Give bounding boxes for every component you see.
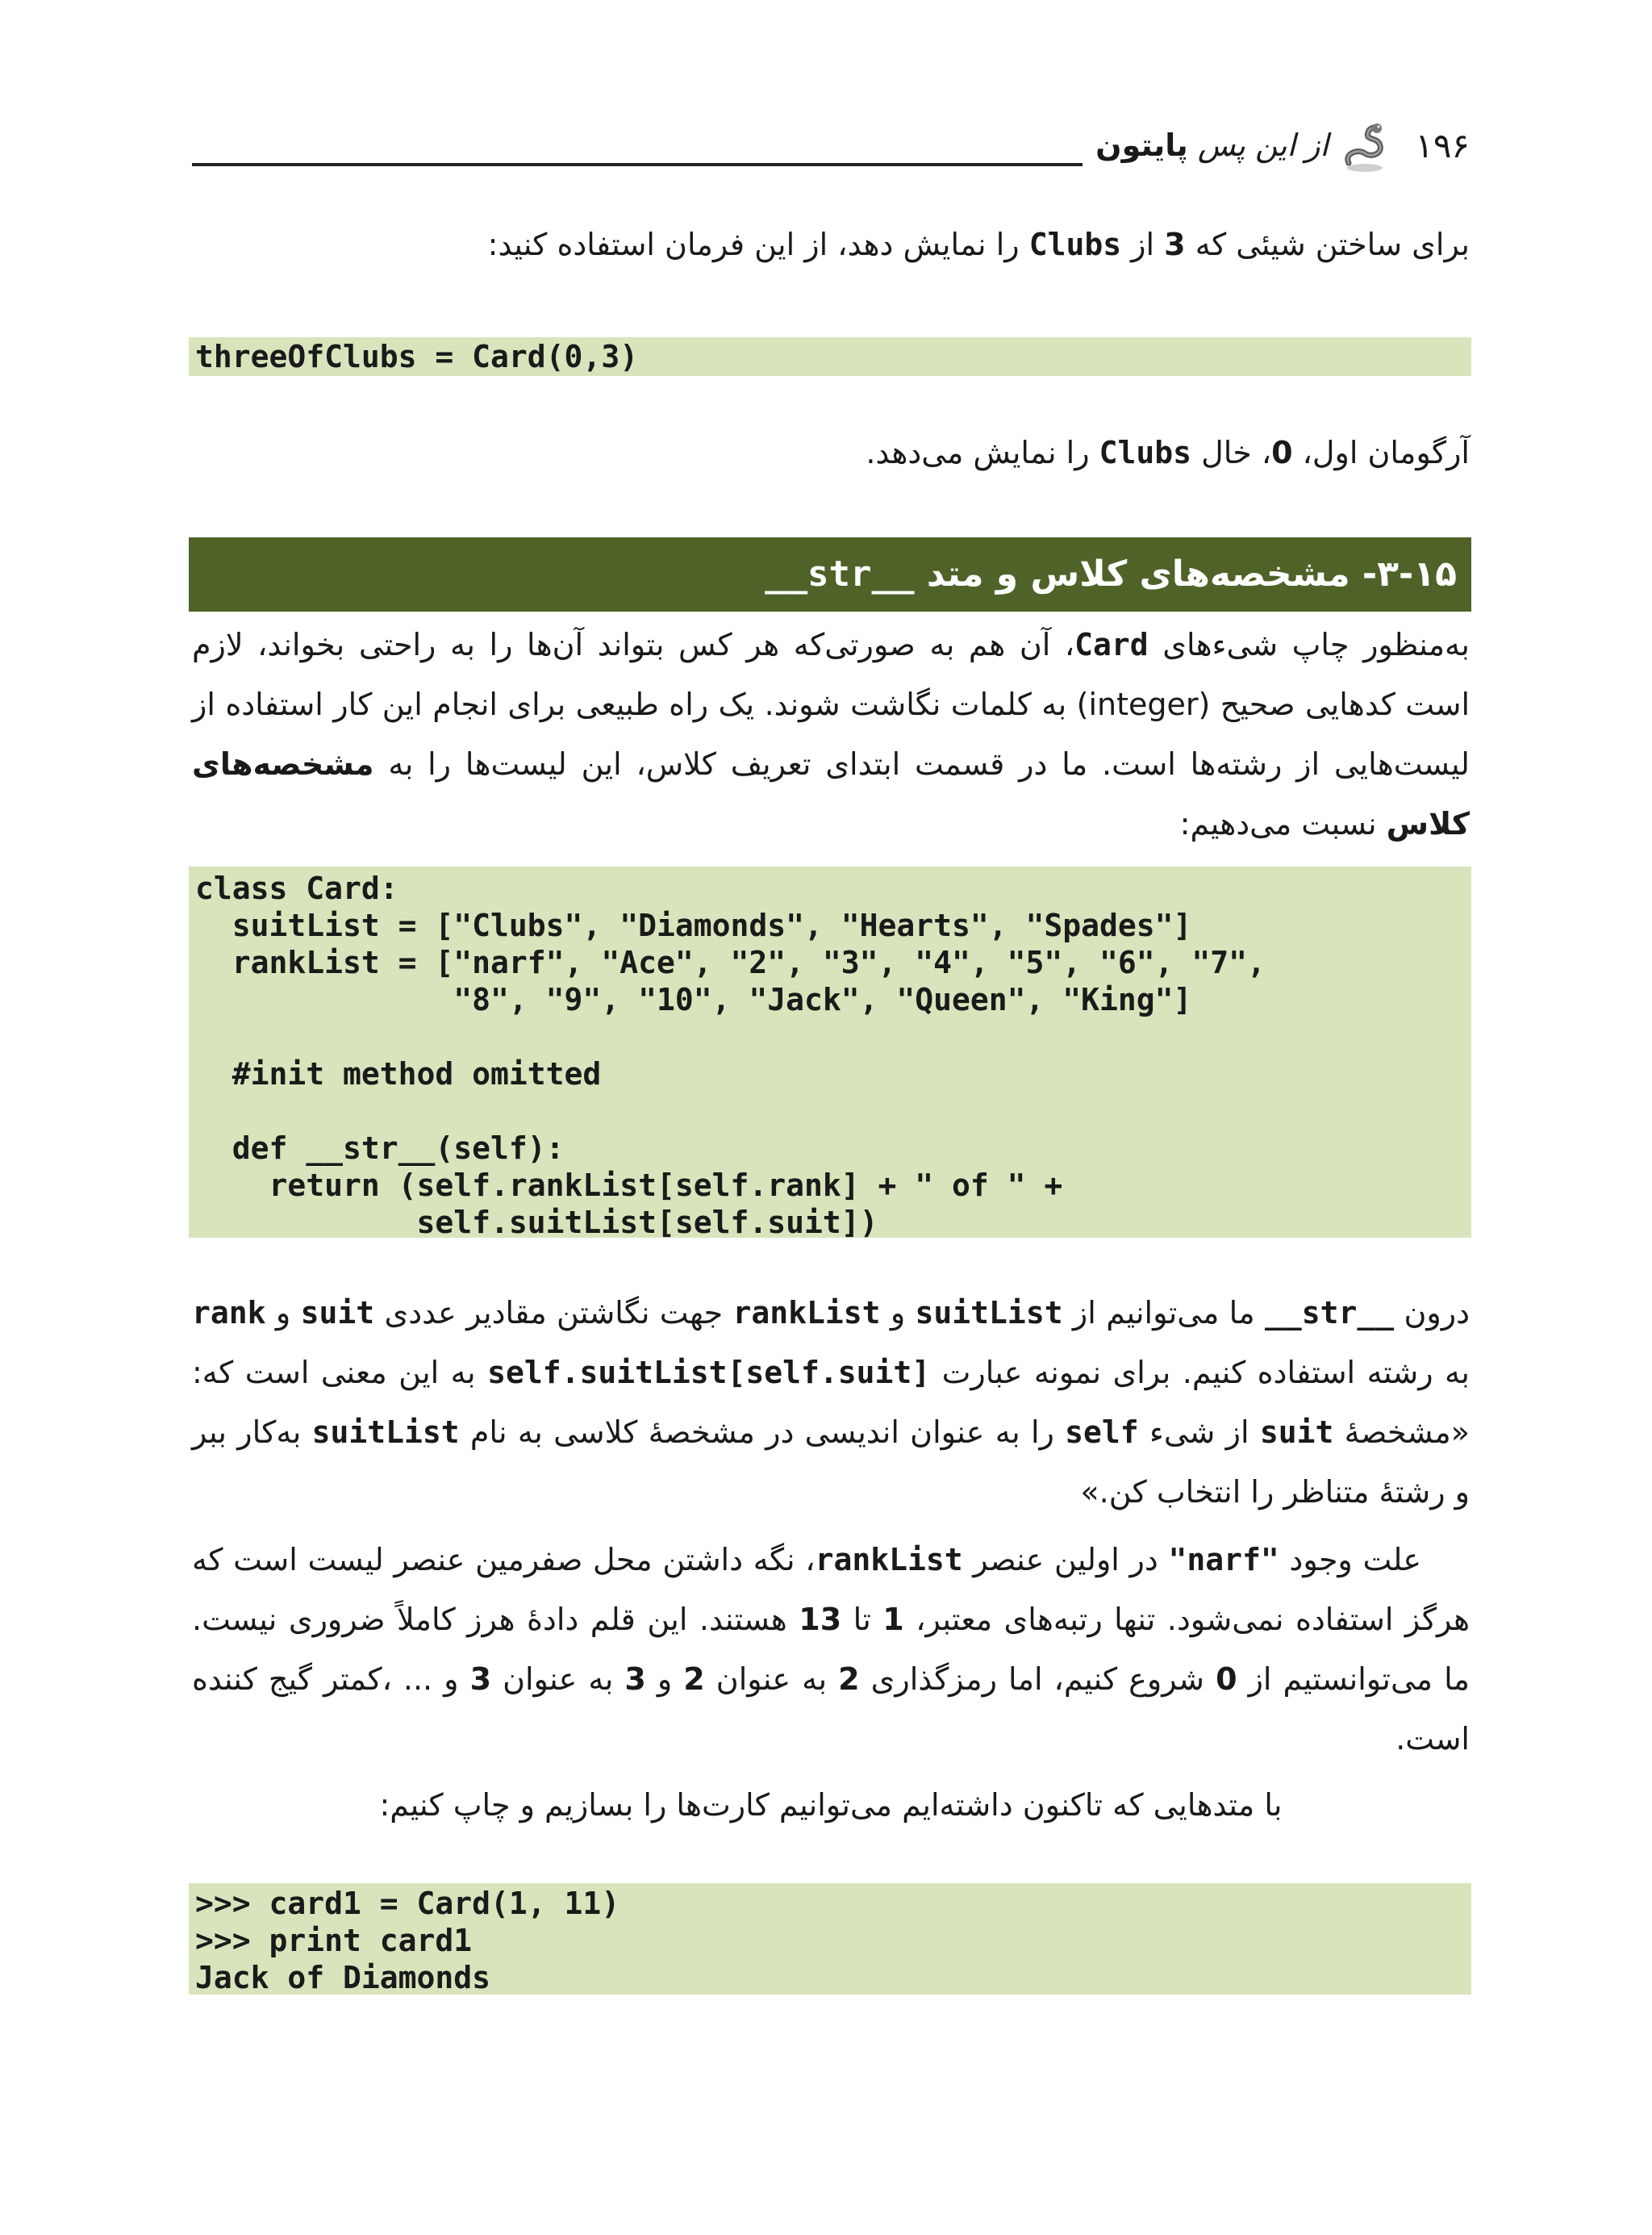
book-title-prefix: از این پس bbox=[1197, 127, 1329, 163]
intro-text-2: از bbox=[1121, 227, 1165, 262]
book-title bbox=[1095, 127, 1329, 163]
p3-text: تا bbox=[841, 1602, 883, 1637]
p3-code: "narf" bbox=[1168, 1542, 1279, 1577]
section-title: - مشخصه‌های کلاس و متد bbox=[914, 554, 1378, 595]
python-snake-icon bbox=[1341, 121, 1389, 173]
paragraph-class-attributes bbox=[192, 615, 1470, 854]
p3-number: 3 bbox=[624, 1661, 646, 1697]
p3-text: و bbox=[645, 1661, 684, 1697]
p2-text: و bbox=[880, 1295, 916, 1331]
code-block-1: threeOfClubs = Card(0,3) bbox=[189, 337, 1471, 376]
code-block-class-card: class Card: suitList = ["Clubs", "Diamonds", "Hearts", "Spades"] rankList = ["narf", "Ace", "2", "3", "4", "5", "6", "7", "8", "9", "10", "Jack", "Queen", "King"] #init method omitted def __str__(self): return (self.rankList[self.rank] + " of " + self.suitList[self.suit]) bbox=[189, 867, 1471, 1238]
p3-text: علت وجود bbox=[1279, 1542, 1422, 1577]
p2-text: درون bbox=[1394, 1295, 1470, 1331]
p2-code: suit bbox=[300, 1295, 375, 1331]
page-number: ۱۹۶ bbox=[1415, 126, 1470, 165]
p2-code: self.suitList[self.suit] bbox=[487, 1355, 931, 1390]
p3-text: هستند. این قلم دادهٔ هرز کاملاً ضروری نیست. ما می‌توانستیم از bbox=[192, 1602, 1471, 1697]
code-block-interactive: >>> card1 = Card(1, 11) >>> print card1 Jack of Diamonds bbox=[189, 1883, 1471, 1995]
p3-text: شروع کنیم، اما رمزگذاری bbox=[859, 1661, 1216, 1697]
p3-number: 2 bbox=[838, 1661, 860, 1697]
book-title-main: پایتون bbox=[1095, 127, 1188, 163]
p1-text-1: به‌منظور چاپ شیء‌های bbox=[1148, 627, 1470, 662]
p1-text-3: نسبت می‌دهیم: bbox=[1179, 806, 1387, 842]
p1-code: Card bbox=[1074, 627, 1149, 662]
p2-text: به این معنی است که: «مشخصهٔ bbox=[192, 1355, 1471, 1450]
header-rule bbox=[192, 163, 1083, 166]
section-code: __str__ bbox=[765, 554, 915, 595]
p3-text: به عنوان bbox=[491, 1661, 625, 1697]
arg-text-2: ، خال bbox=[1191, 435, 1272, 470]
intro-text-3: را نمایش دهد، از این فرمان استفاده کنید: bbox=[487, 227, 1029, 262]
p3-number: 0 bbox=[1216, 1661, 1237, 1697]
p2-code: self bbox=[1065, 1414, 1139, 1450]
p2-code: rank bbox=[192, 1295, 266, 1331]
p3-code: rankList bbox=[815, 1542, 963, 1577]
arg-code: Clubs bbox=[1099, 435, 1192, 470]
arg-text-3: را نمایش می‌دهد. bbox=[866, 435, 1099, 470]
arg-number: 0 bbox=[1271, 435, 1293, 470]
p2-text: ما می‌توانیم از bbox=[1062, 1295, 1265, 1331]
p2-text: و bbox=[265, 1295, 301, 1331]
argument-note bbox=[192, 423, 1470, 483]
p2-code: __str__ bbox=[1264, 1295, 1395, 1331]
section-heading bbox=[189, 537, 1471, 612]
p3-text: در اولین عنصر bbox=[962, 1542, 1169, 1577]
section-number: ۳-۱۵ bbox=[1377, 554, 1457, 595]
arg-text-1: آرگومان اول، bbox=[1292, 435, 1470, 470]
p2-code: rankList bbox=[732, 1295, 881, 1331]
p3-text: ، نگه داشتن محل صفرمین عنصر لیست است که هرگز استفاده نمی‌شود. تنها رتبه‌های معتبر، bbox=[192, 1542, 1470, 1637]
p3-text: به عنوان bbox=[704, 1661, 839, 1697]
intro-number: 3 bbox=[1164, 227, 1186, 262]
intro-paragraph bbox=[192, 215, 1470, 274]
intro-code: Clubs bbox=[1028, 227, 1122, 262]
intro-text-1: برای ساختن شیئی که bbox=[1185, 227, 1470, 262]
paragraph-narf-explanation bbox=[192, 1530, 1470, 1769]
p2-text: از شیء bbox=[1138, 1414, 1260, 1450]
running-header bbox=[192, 121, 1470, 178]
p2-code: suitList bbox=[915, 1295, 1063, 1331]
p1-bold-term: مشخصه‌های کلاس bbox=[192, 746, 1470, 842]
p2-text: را به عنوان اندیسی در مشخصهٔ کلاسی به نام bbox=[459, 1414, 1066, 1450]
p2-text: به رشته استفاده کنیم. برای نمونه عبارت bbox=[930, 1355, 1470, 1390]
p2-text: به‌کار ببر و رشتهٔ متناظر را انتخاب کن.» bbox=[192, 1414, 1470, 1510]
p3-number: 13 bbox=[799, 1602, 842, 1637]
paragraph-str-explanation bbox=[192, 1283, 1470, 1522]
p3-number: 2 bbox=[683, 1661, 705, 1697]
p3-text: و ... ،کمتر گیج کننده است. bbox=[192, 1661, 1470, 1757]
p3-number: 3 bbox=[469, 1661, 492, 1697]
paragraph-build-print: با متدهایی که تاکنون داشته‌ایم می‌توانیم کارت‌ها را بسازیم و چاپ کنیم: bbox=[379, 1787, 1283, 1823]
p2-code: suit bbox=[1259, 1414, 1334, 1450]
p2-code: suitList bbox=[311, 1414, 460, 1450]
p3-number: 1 bbox=[882, 1602, 904, 1637]
p2-text: جهت نگاشتن مقادیر عددی bbox=[374, 1295, 733, 1331]
p1-text-2: ، آن هم به صورتی‌که هر کس بتواند آن‌ها را به راحتی بخواند، لازم است کدهایی صحیح (integer) به کلمات نگاشت شوند. یک راه طبیعی برای انجام این کار استفاده از لیست‌هایی از رشته‌ها است. ما در قسمت ابتدای تعریف کلاس، این لیست‌ها را به bbox=[192, 627, 1471, 782]
